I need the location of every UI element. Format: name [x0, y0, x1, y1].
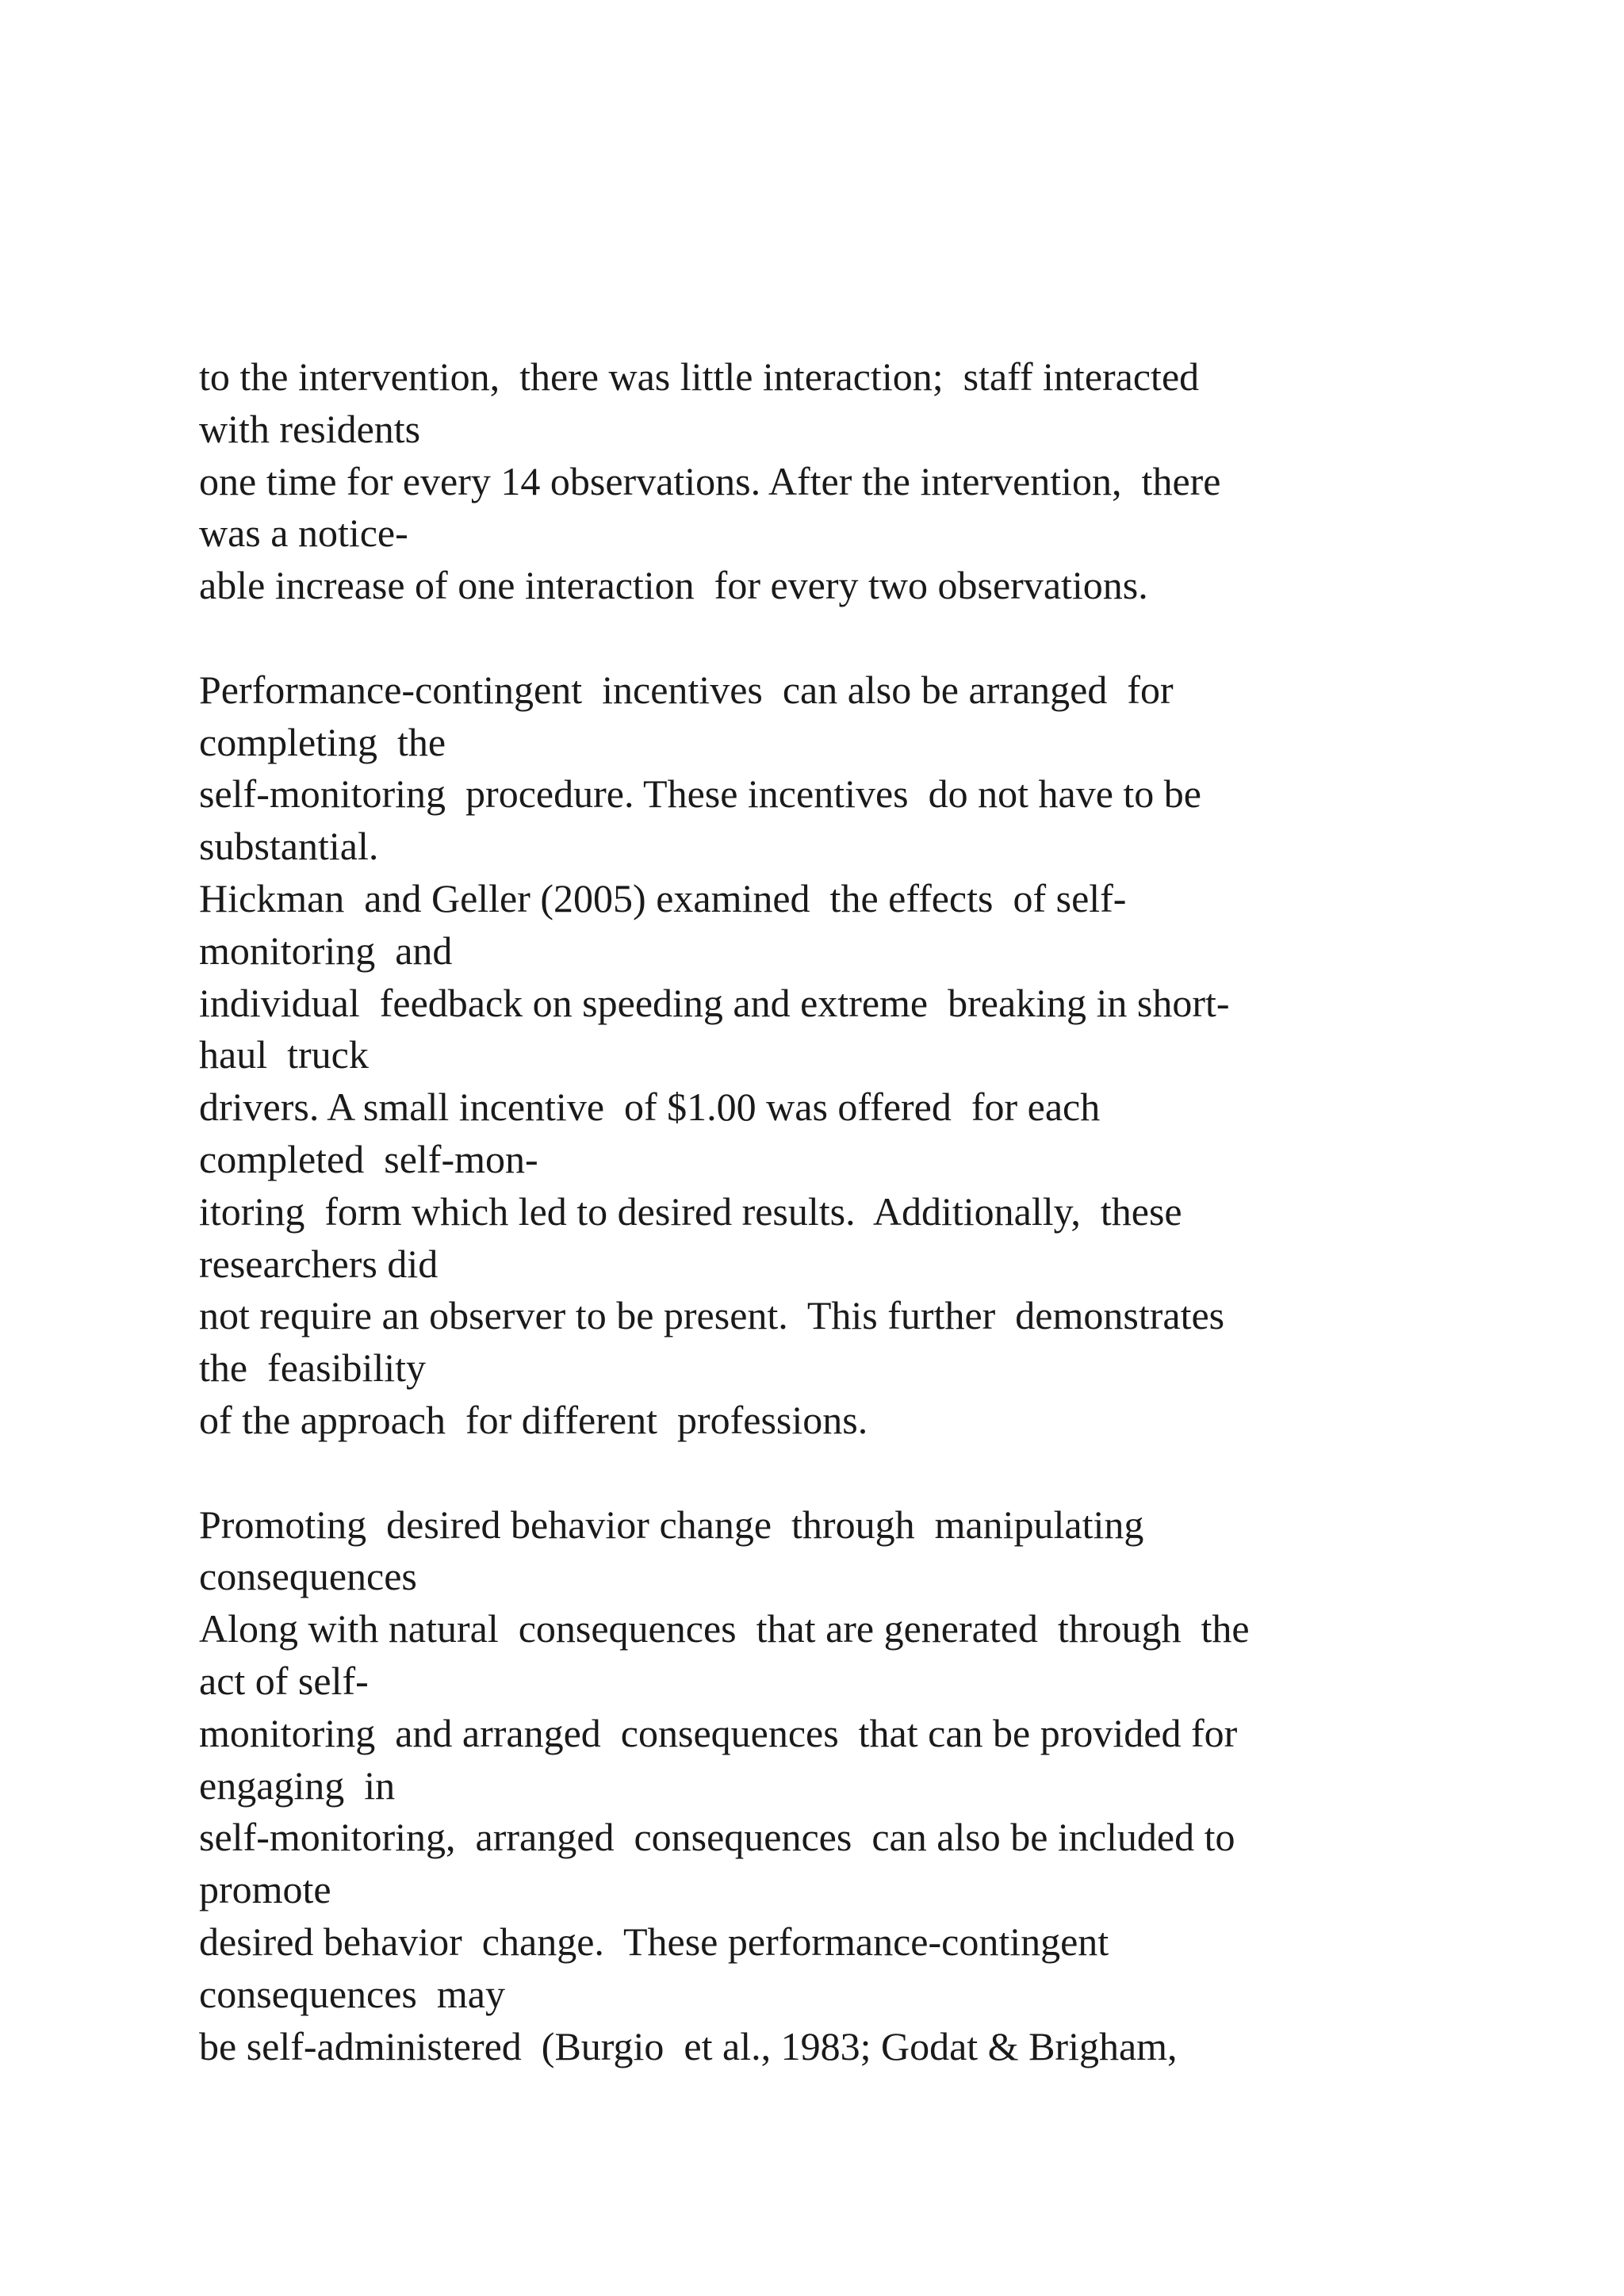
text-line: itoring form which led to desired results. Additionally, these [199, 1188, 1182, 1234]
text-line: Performance-contingent incentives can also be arranged for [199, 667, 1174, 712]
text-line: be self-administered (Burgio et al., 1983; Godat & Brigham, [199, 2023, 1178, 2068]
text-line: was a notice- [199, 511, 408, 556]
text-line: with residents [199, 406, 421, 451]
text-line: consequences may [199, 1971, 505, 2016]
text-line: monitoring and arranged consequences that can be provided for [199, 1710, 1238, 1755]
text-line: of the approach for different professions. [199, 1397, 868, 1442]
text-line: monitoring and [199, 928, 453, 973]
paragraph-2 [199, 664, 1515, 1447]
text-line: drivers. A small incentive of $1.00 was offered for each [199, 1085, 1101, 1130]
text-line: engaging in [199, 1762, 396, 1808]
text-line: to the intervention, there was little interaction; staff interacted [199, 354, 1200, 399]
body-text [199, 351, 1515, 2072]
text-line: self-monitoring procedure. These incentives do not have to be [199, 771, 1201, 817]
text-line: individual feedback on speeding and extreme breaking in short- [199, 980, 1230, 1025]
text-line: completing the [199, 719, 446, 764]
text-line: haul truck [199, 1032, 369, 1077]
section-heading-line: Promoting desired behavior change through manipulating [199, 1502, 1144, 1547]
text-line: desired behavior change. These performance-contingent [199, 1919, 1109, 1964]
text-line: the feasibility [199, 1345, 427, 1391]
paragraph-3 [199, 1499, 1515, 2073]
text-line: promote [199, 1867, 331, 1912]
section-heading-line: consequences [199, 1554, 417, 1599]
text-line: Along with natural consequences that are generated through the [199, 1606, 1250, 1651]
text-line: self-monitoring, arranged consequences can also be included to [199, 1815, 1235, 1860]
text-line: Hickman and Geller (2005) examined the effects of self- [199, 875, 1127, 920]
paragraph-1 [199, 351, 1515, 612]
paragraph-gap [199, 1447, 1515, 1499]
paragraph-gap [199, 612, 1515, 664]
text-line: one time for every 14 observations. After the intervention, there [199, 458, 1221, 503]
text-line: not require an observer to be present. This further demonstrates [199, 1293, 1225, 1338]
text-line: able increase of one interaction for every two observations. [199, 563, 1148, 608]
text-line: completed self-mon- [199, 1136, 538, 1181]
text-line: researchers did [199, 1241, 439, 1286]
text-line: act of self- [199, 1658, 369, 1703]
text-line: substantial. [199, 824, 379, 869]
